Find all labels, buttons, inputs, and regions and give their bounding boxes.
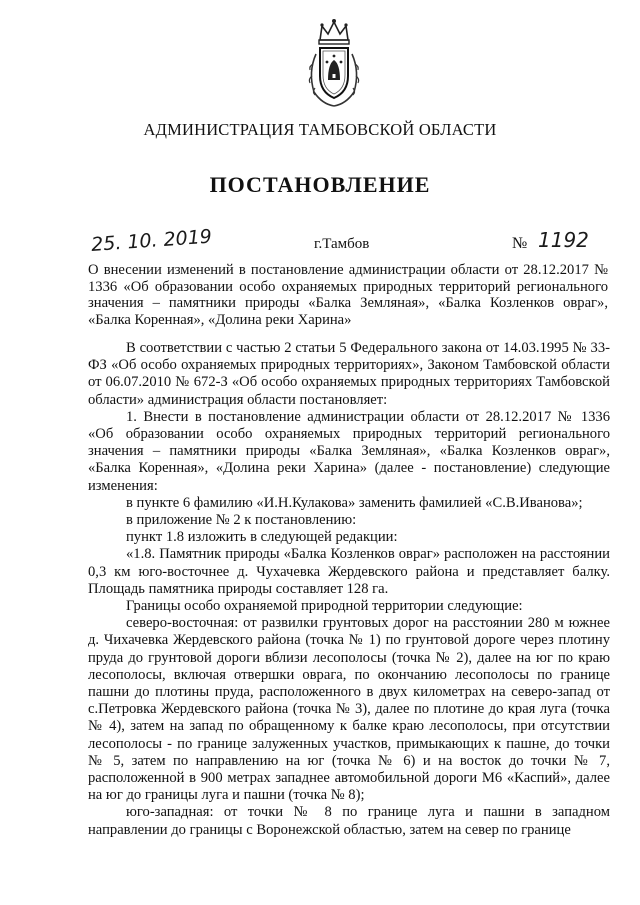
- paragraph: «1.8. Памятник природы «Балка Козленков овраг» расположен на расстоянии 0,3 км юго-восточнее д. Чухачевка Жердевского района и представляет балку. Площадь памятника природы составляет 128 га.: [88, 546, 610, 597]
- document-title: ПОСТАНОВЛЕНИЕ: [209, 172, 431, 197]
- document-date: 25. 10. 2019: [90, 225, 213, 256]
- paragraph: в пункте 6 фамилию «И.Н.Кулакова» заменить фамилией «С.В.Иванова»;: [126, 494, 583, 511]
- paragraph: Границы особо охраняемой природной территории следующие:: [126, 598, 523, 615]
- paragraph: пункт 1.8 изложить в следующей редакции:: [126, 529, 398, 546]
- paragraph: в приложение № 2 к постановлению:: [126, 512, 357, 529]
- organization-name: АДМИНИСТРАЦИЯ ТАМБОВСКОЙ ОБЛАСТИ: [143, 120, 497, 139]
- document-subject: О внесении изменений в постановление администрации области от 28.12.2017 № 1336 «Об образовании особо охраняемых природных территорий регионального значения – памятники природы «Балка Земляная», «Балка Козленков овраг», «Балка Коренная», «Долина реки Харина»: [88, 262, 608, 328]
- paragraph: В соответствии с частью 2 статьи 5 Федерального закона от 14.03.1995 № 33-ФЗ «Об особо охраняемых природных территориях», Законом Тамбовской области от 06.07.2010 № 672-З «Об особо охраняемых природных территориях Тамбовской области» администрация области постановляет:: [88, 340, 610, 408]
- paragraph: северо-восточная: от развилки грунтовых дорог на расстоянии 280 м южнее д. Чихачевка Жердевского района (точка № 1) по грунтовой дороге через плотину пруда до грунтовой дороги вблизи лесополосы (точка № 2), далее на юг по краю лесополосы, включая отвершки оврага, по окончанию лесополосы по границе пашни до плотины пруда, расположенного в двух километрах на северо-запад от с.Петровка Жердевского района (точка № 3), далее по плотине до края луга (точка № 4), затем на запад по обращенному к балке краю лесополосы, при отсутствии лесополосы - по границе залуженных участков, примыкающих к пашне, до точки № 5, затем по направлению на юг (точка № 6) и на восток до точки № 7, расположенной в 900 метрах западнее автомобильной дороги М6 «Каспий», далее на юг до границы луга и пашни (точка № 8);: [88, 615, 610, 804]
- document-body: [88, 340, 610, 839]
- document-city: г.Тамбов: [314, 236, 370, 252]
- paragraph: 1. Внести в постановление администрации области от 28.12.2017 № 1336 «Об образовании особо охраняемых природных территорий регионального значения – памятники природы «Балка Земляная», «Балка Козленков овраг», «Балка Коренная», «Долина реки Харина» (далее - постановление) следующие изменения:: [88, 408, 610, 494]
- document-number: 1192: [538, 228, 589, 252]
- coat-of-arms-icon: [302, 14, 366, 110]
- paragraph: юго-западная: от точки № 8 по границе луга и пашни в западном направлении до границы с Воронежской областью, затем на север по границе: [88, 804, 610, 838]
- document-number-label: №: [512, 235, 528, 252]
